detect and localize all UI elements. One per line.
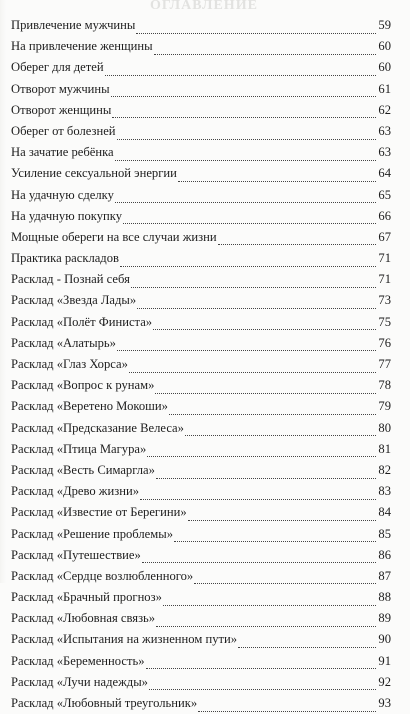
toc-entry — [11, 354, 391, 375]
table-of-contents — [11, 15, 391, 714]
toc-entry-page-number: 73 — [378, 293, 391, 308]
toc-entry-title: Расклад «Любовный треугольник» — [11, 696, 198, 710]
dot-leader — [129, 363, 376, 373]
toc-entry-title: Отворот мужчины — [11, 81, 110, 96]
toc-entry-title: Расклад «Птица Магура» — [11, 441, 147, 456]
toc-entry — [11, 121, 391, 142]
dot-leader — [185, 426, 376, 436]
toc-entry — [11, 418, 391, 439]
toc-entry — [11, 269, 391, 290]
toc-entry-title: Расклад «Звезда Лады» — [11, 293, 137, 308]
toc-entry-page-number: 92 — [378, 674, 391, 689]
toc-entry-page-number: 63 — [378, 123, 391, 138]
toc-entry — [11, 290, 391, 311]
toc-entry-title: Отворот женщины — [11, 102, 112, 117]
toc-entry-title: Оберег для детей — [11, 60, 104, 75]
dot-leader — [188, 511, 376, 521]
dot-leader — [136, 24, 376, 34]
dot-leader — [142, 553, 376, 563]
toc-entry-page-number: 90 — [378, 632, 391, 647]
toc-entry-page-number: 64 — [378, 166, 391, 181]
toc-entry-page-number: 75 — [378, 314, 391, 329]
toc-entry-page-number: 78 — [378, 378, 391, 393]
dot-leader — [117, 130, 376, 140]
dot-leader — [146, 659, 376, 669]
toc-entry — [11, 651, 391, 672]
toc-entry — [11, 185, 391, 206]
toc-entry-page-number: 67 — [378, 229, 391, 244]
toc-entry-title: Расклад «Лучи надежды» — [11, 674, 148, 689]
dot-leader — [112, 108, 376, 118]
toc-entry — [11, 375, 391, 396]
toc-entry-title: Расклад «Беременность» — [11, 653, 145, 668]
toc-entry-page-number: 91 — [378, 653, 391, 668]
toc-entry — [11, 312, 391, 333]
toc-entry — [11, 142, 391, 163]
toc-entry-page-number: 76 — [378, 335, 391, 350]
toc-entry-page-number: 71 — [378, 251, 391, 266]
toc-entry — [11, 206, 391, 227]
toc-entry — [11, 57, 391, 78]
dot-leader — [174, 532, 376, 542]
toc-entry-title: Расклад «Любовная связь» — [11, 611, 156, 626]
toc-entry-page-number: 65 — [378, 187, 391, 202]
toc-entry-title: Расклад - Познай себя — [11, 272, 130, 287]
dot-leader — [156, 617, 376, 627]
dot-leader — [137, 299, 376, 309]
toc-entry — [11, 460, 391, 481]
toc-entry-page-number: 60 — [378, 60, 391, 75]
toc-entry-title: Расклад «Вопрос к рунам» — [11, 378, 155, 393]
toc-entry — [11, 333, 391, 354]
toc-entry-page-number: 87 — [378, 568, 391, 583]
toc-entry — [11, 481, 391, 502]
toc-entry-title: Практика раскладов — [11, 251, 119, 266]
toc-entry-page-number: 60 — [378, 39, 391, 54]
dot-leader — [163, 596, 376, 606]
toc-entry — [11, 79, 391, 100]
toc-entry-title: На зачатие ребёнка — [11, 145, 114, 160]
toc-entry-title: Расклад «Глаз Хорса» — [11, 357, 128, 371]
dot-leader — [147, 447, 376, 457]
toc-entry — [11, 693, 391, 714]
toc-entry-page-number: 66 — [378, 208, 391, 223]
toc-entry-page-number: 61 — [378, 81, 391, 96]
dot-leader — [111, 87, 376, 97]
toc-entry-title: Расклад «Предсказание Велеса» — [11, 420, 184, 435]
dot-leader — [153, 320, 376, 330]
toc-entry-title: Расклад «Путешествие» — [11, 547, 141, 562]
toc-entry-title: Расклад «Весть Симаргла» — [11, 462, 155, 477]
toc-entry-title: Расклад «Решение проблемы» — [11, 526, 173, 541]
toc-entry-title: Расклад «Древо жизни» — [11, 484, 140, 499]
toc-entry-page-number: 62 — [378, 102, 391, 117]
toc-entry — [11, 36, 391, 57]
toc-entry-page-number: 86 — [378, 547, 391, 562]
dot-leader — [105, 66, 376, 76]
dot-leader — [156, 469, 376, 479]
toc-entry-title: Расклад «Веретено Мокоши» — [11, 399, 168, 414]
toc-entry — [11, 672, 391, 693]
toc-entry — [11, 545, 391, 566]
dot-leader — [140, 490, 376, 500]
toc-entry-page-number: 59 — [378, 18, 391, 32]
toc-entry — [11, 629, 391, 650]
toc-entry-page-number: 83 — [378, 484, 391, 499]
toc-entry — [11, 15, 391, 36]
toc-entry-title: На удачную покупку — [11, 208, 123, 223]
toc-entry — [11, 227, 391, 248]
toc-entry — [11, 439, 391, 460]
dot-leader — [115, 151, 376, 161]
toc-entry-title: Привлечение мужчины — [11, 18, 136, 32]
dot-leader — [218, 235, 376, 245]
dot-leader — [149, 680, 376, 690]
toc-entry-title: Расклад «Алатырь» — [11, 335, 116, 350]
toc-entry-page-number: 79 — [378, 399, 391, 414]
toc-entry-page-number: 77 — [378, 357, 391, 371]
toc-entry-title: Расклад «Полёт Финиста» — [11, 314, 153, 329]
dot-leader — [178, 172, 376, 182]
toc-entry-page-number: 82 — [378, 462, 391, 477]
toc-entry-title: На удачную сделку — [11, 187, 114, 202]
toc-entry — [11, 248, 391, 269]
dot-leader — [120, 257, 376, 267]
toc-entry-title: Расклад «Сердце возлюбленного» — [11, 568, 194, 583]
toc-entry-page-number: 93 — [378, 696, 391, 710]
toc-entry — [11, 163, 391, 184]
toc-entry-title: Расклад «Испытания на жизненном пути» — [11, 632, 238, 647]
toc-entry — [11, 100, 391, 121]
toc-entry-page-number: 81 — [378, 441, 391, 456]
dot-leader — [238, 638, 376, 648]
toc-entry — [11, 524, 391, 545]
dot-leader — [117, 341, 376, 351]
toc-entry-title: Расклад «Брачный прогноз» — [11, 590, 162, 605]
dot-leader — [169, 405, 376, 415]
toc-entry-title: На привлечение женщины — [11, 39, 153, 54]
toc-entry — [11, 502, 391, 523]
toc-entry-title: Расклад «Известие от Берегини» — [11, 505, 187, 520]
dot-leader — [115, 193, 376, 203]
toc-entry-page-number: 85 — [378, 526, 391, 541]
toc-entry-page-number: 89 — [378, 611, 391, 626]
dot-leader — [131, 278, 376, 288]
toc-entry-page-number: 84 — [378, 505, 391, 520]
dot-leader — [154, 45, 376, 55]
dot-leader — [123, 214, 376, 224]
toc-entry-page-number: 71 — [378, 272, 391, 287]
toc-entry-title: Усиление сексуальной энергии — [11, 166, 177, 181]
toc-entry-title: Оберег от болезней — [11, 123, 116, 138]
dot-leader — [155, 384, 376, 394]
toc-entry-page-number: 63 — [378, 145, 391, 160]
toc-entry — [11, 608, 391, 629]
toc-entry — [11, 396, 391, 417]
toc-entry-page-number: 80 — [378, 420, 391, 435]
dot-leader — [198, 702, 376, 712]
toc-entry-title: Мощные обереги на все случаи жизни — [11, 229, 217, 244]
toc-entry — [11, 566, 391, 587]
bleed-through-heading: ОГЛАВЛЕНИЕ — [150, 0, 258, 13]
toc-entry-page-number: 88 — [378, 590, 391, 605]
toc-entry — [11, 587, 391, 608]
